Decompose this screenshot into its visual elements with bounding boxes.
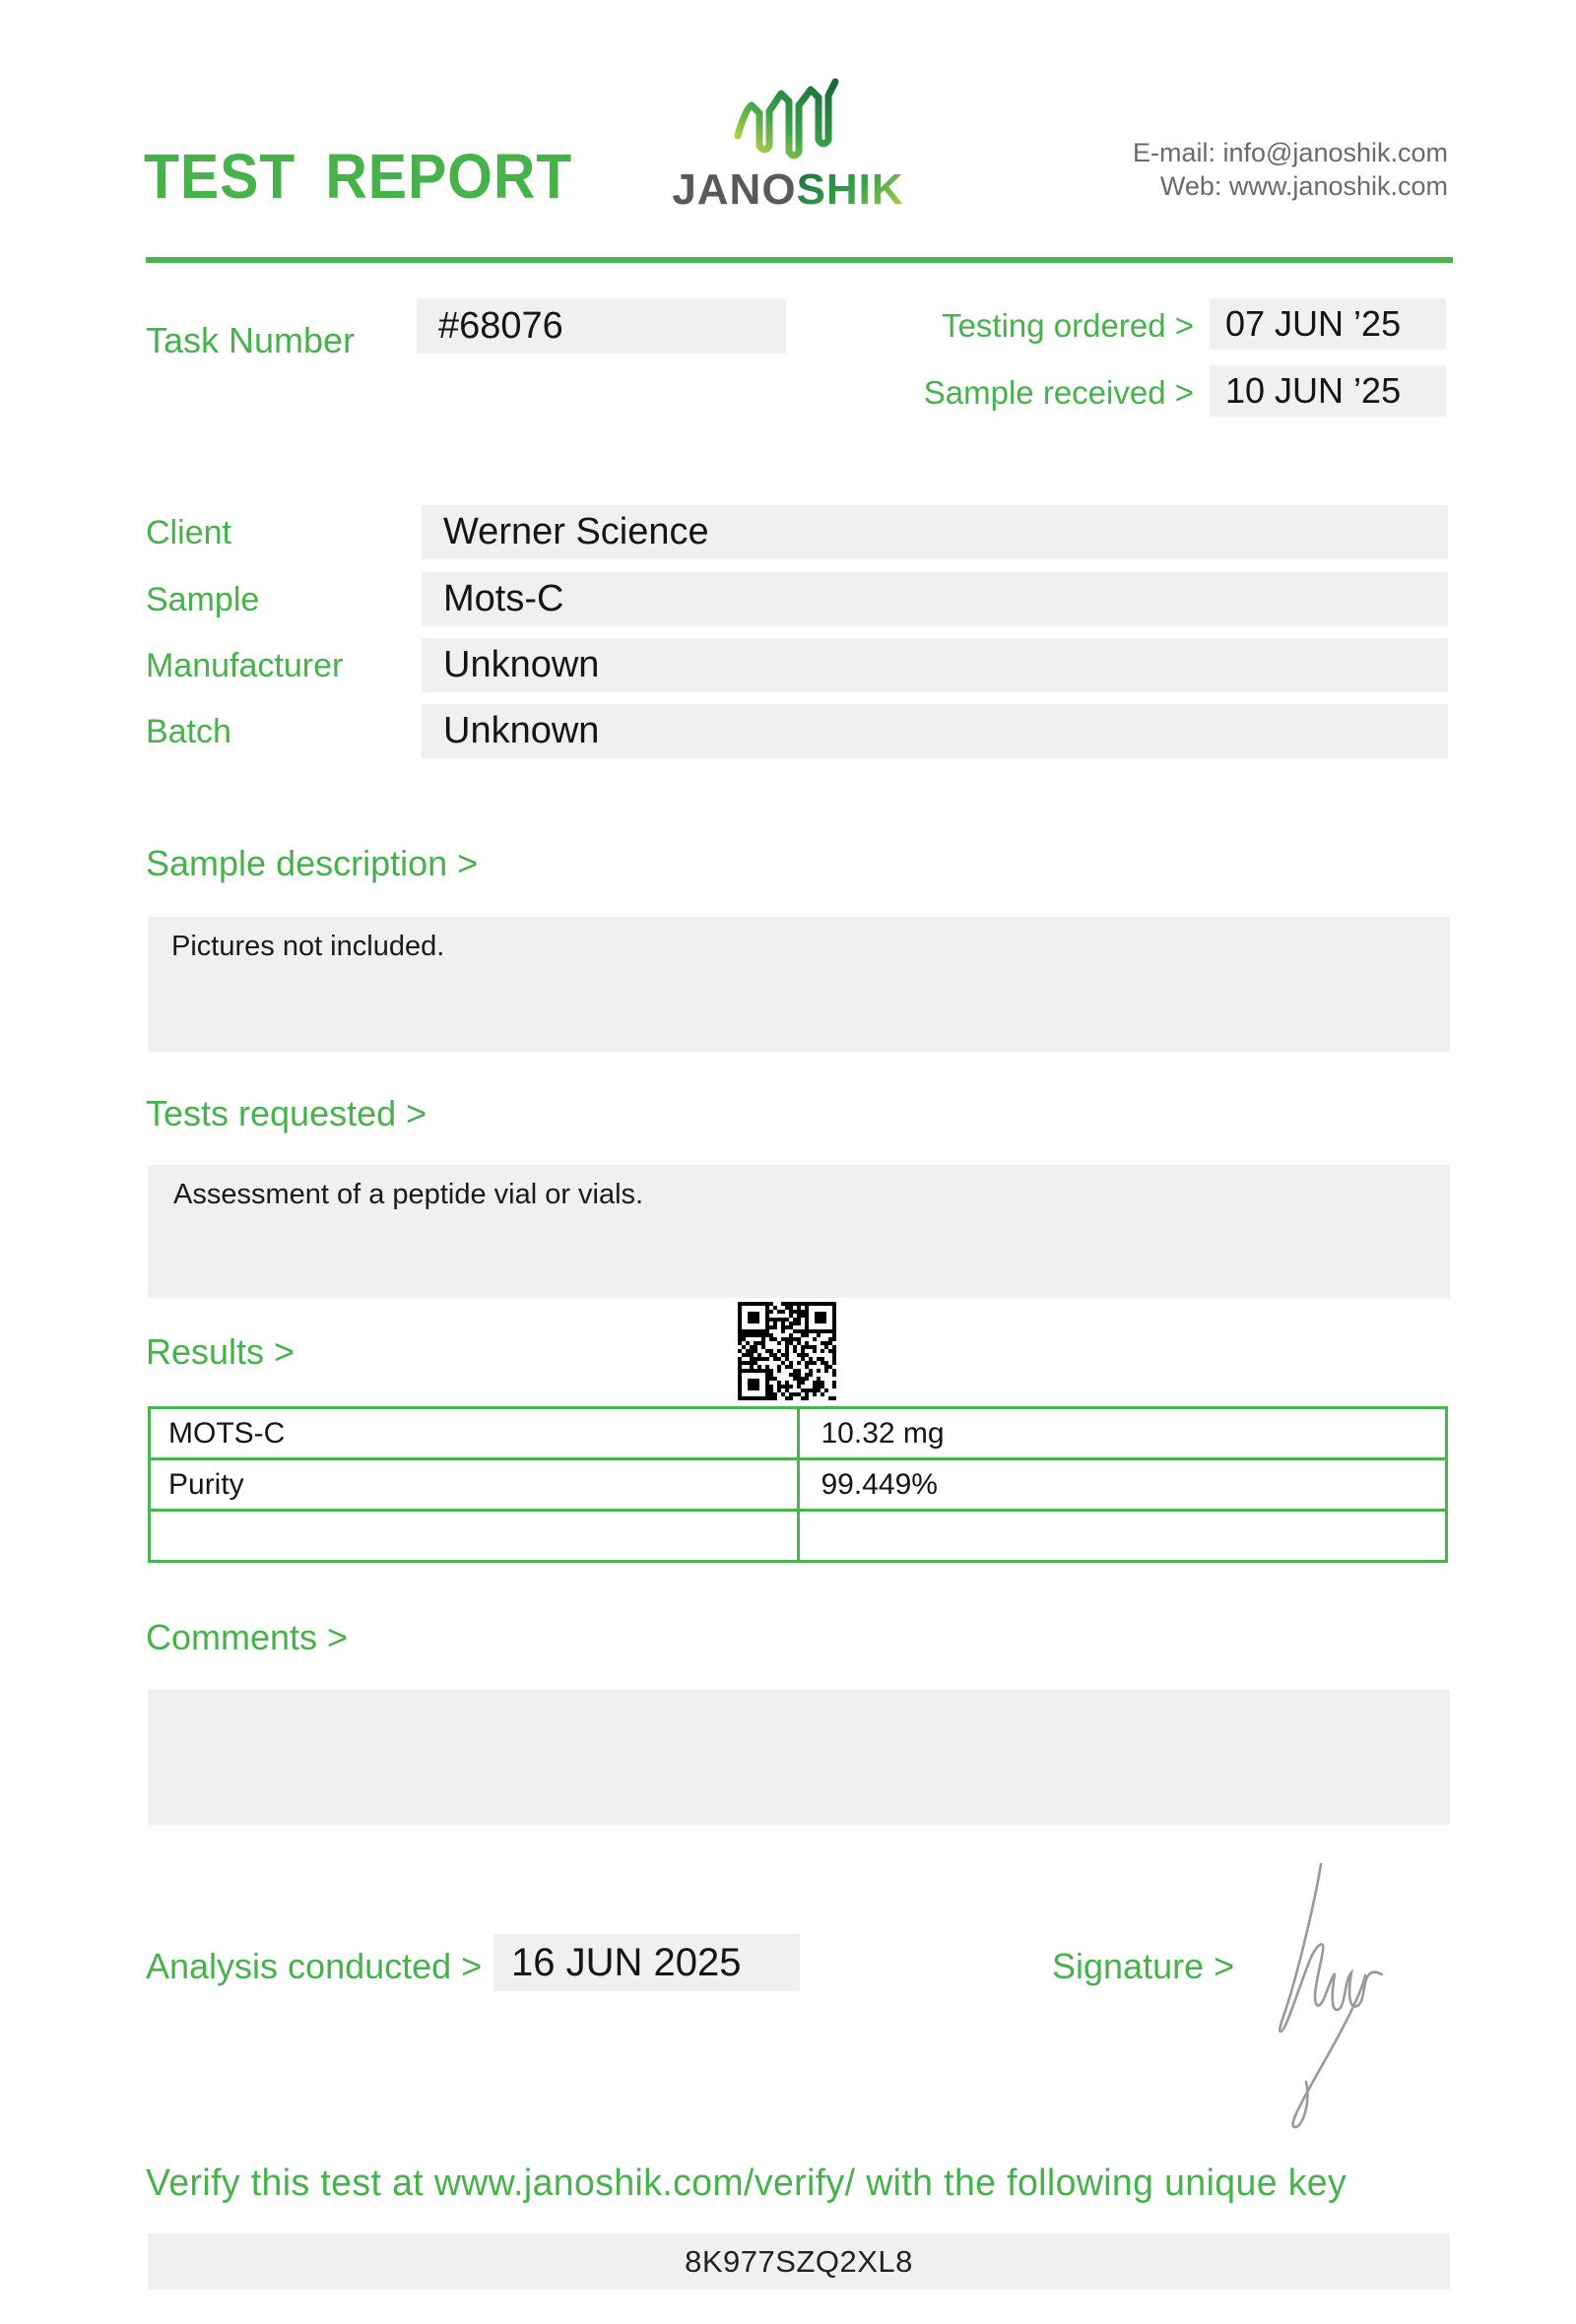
table-row: [150, 1408, 1447, 1459]
result-name-cell: Purity: [150, 1459, 799, 1511]
manufacturer-value: Unknown: [443, 644, 600, 685]
manufacturer-field: [422, 638, 1448, 692]
verify-key-value: 8K977SZQ2XL8: [685, 2243, 913, 2279]
table-row: [150, 1459, 1447, 1511]
sample-received-label: Sample received >: [923, 374, 1194, 411]
sample-value: Mots-C: [443, 578, 564, 619]
result-name-cell: [150, 1511, 799, 1562]
analysis-conducted-label: Analysis conducted >: [146, 1946, 483, 1986]
result-value-cell: 10.32 mg: [798, 1408, 1447, 1459]
batch-value: Unknown: [443, 710, 600, 751]
wordmark-green-part: SHIK: [796, 165, 904, 214]
comments-heading: Comments >: [146, 1617, 349, 1657]
header-divider: [146, 257, 1453, 263]
client-field: [422, 505, 1448, 559]
sample-description-heading: Sample description >: [146, 843, 479, 883]
task-number-label: Task Number: [146, 320, 356, 360]
results-table: [148, 1406, 1448, 1563]
web-line: [1133, 169, 1448, 203]
email-line: [1133, 136, 1448, 169]
testing-ordered-label: Testing ordered >: [942, 307, 1194, 344]
client-value: Werner Science: [443, 511, 709, 552]
page-title: TEST REPORT: [144, 141, 573, 212]
web-value: www.janoshik.com: [1228, 171, 1448, 201]
web-label: Web:: [1159, 171, 1222, 201]
sample-received-field: [1210, 365, 1446, 417]
tests-requested-box: Assessment of a peptide vial or vials.: [148, 1165, 1450, 1298]
contact-block: [1133, 136, 1448, 203]
batch-field: [422, 704, 1448, 758]
analysis-date-value: 16 JUN 2025: [511, 1940, 742, 1984]
janoshik-wordmark: [650, 165, 926, 215]
janoshik-chart-logo-icon: [731, 75, 841, 170]
result-name-cell: MOTS-C: [150, 1408, 799, 1459]
testing-ordered-value: 07 JUN ’25: [1225, 303, 1402, 344]
tests-requested-heading: Tests requested >: [146, 1093, 427, 1133]
result-value-cell: 99.449%: [798, 1459, 1447, 1511]
sample-label: Sample: [146, 581, 260, 618]
analysis-date-field: [493, 1934, 800, 1991]
qr-code: [738, 1302, 834, 1400]
signature-image: [1261, 1843, 1438, 2144]
testing-ordered-field: [1210, 298, 1446, 350]
sample-field: [422, 572, 1448, 626]
verify-instruction: Verify this test at www.janoshik.com/verify/ with the following unique key: [146, 2163, 1347, 2204]
signature-label: Signature >: [1052, 1946, 1235, 1986]
task-number-field: [417, 298, 786, 354]
comments-box: [148, 1690, 1450, 1825]
manufacturer-label: Manufacturer: [146, 647, 344, 684]
result-value-cell: [798, 1511, 1447, 1562]
email-label: E-mail:: [1132, 138, 1215, 167]
sample-received-value: 10 JUN ’25: [1225, 370, 1402, 411]
sample-description-box: Pictures not included.: [148, 917, 1450, 1052]
client-label: Client: [146, 514, 231, 551]
task-number-value: #68076: [438, 304, 563, 347]
table-row: [150, 1511, 1447, 1562]
verify-key-box: [148, 2233, 1450, 2290]
results-heading: Results >: [146, 1331, 296, 1372]
wordmark-gray-part: JANO: [672, 165, 797, 214]
email-value: info@janoshik.com: [1222, 138, 1448, 167]
batch-label: Batch: [146, 713, 231, 750]
